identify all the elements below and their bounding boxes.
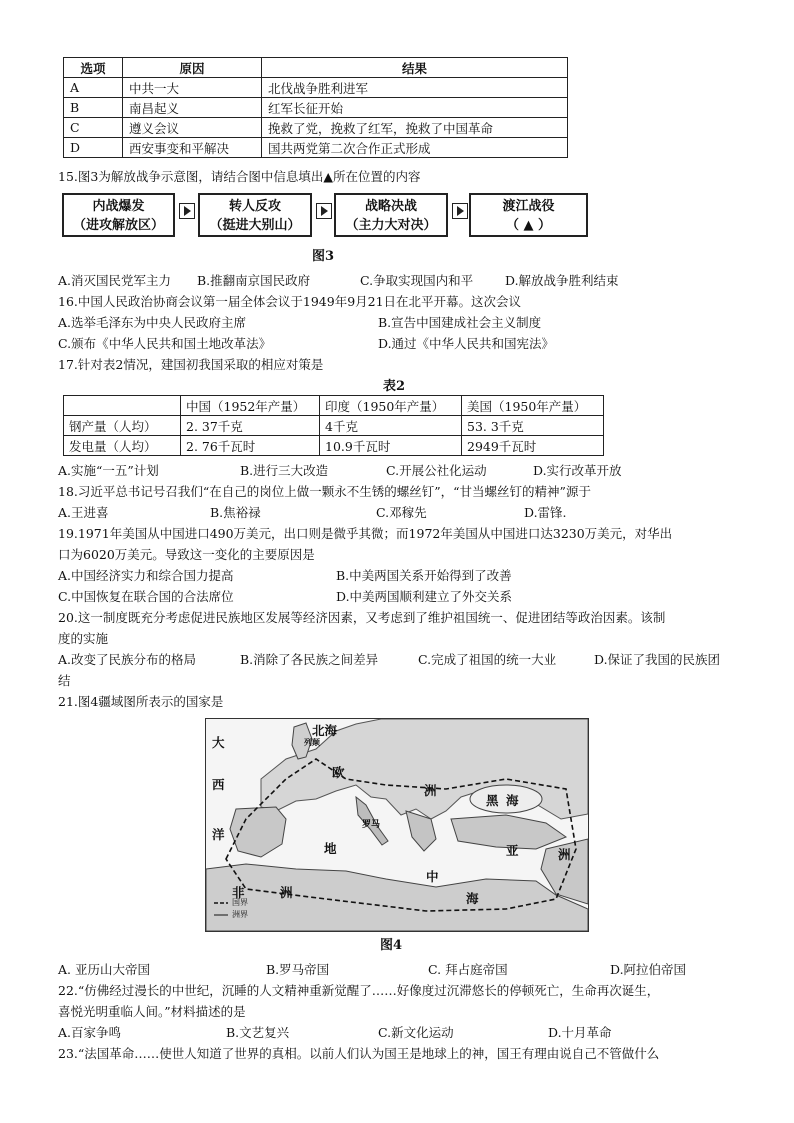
map-label-north-sea: 北海	[312, 723, 338, 738]
table-header: 原因	[123, 58, 262, 78]
flow-box-3	[334, 193, 448, 237]
flow-box-sub: （进攻解放区）	[72, 218, 164, 233]
map-graphic	[206, 719, 588, 931]
q20-option-b: B.消除了各民族之间差异	[240, 652, 379, 667]
q17-option-b: B.进行三大改造	[240, 463, 329, 478]
question-21-stem: 21.图4疆域图所表示的国家是	[58, 694, 224, 709]
q15-option-c: C.争取实现国内和平	[360, 273, 474, 288]
q21-option-b: B.罗马帝国	[266, 962, 330, 977]
q15-option-b: B.推翻南京国民政府	[197, 273, 311, 288]
question-20-stem-line1: 20.这一制度既充分考虑促进民族地区发展等经济因素，又考虑到了维护祖国统一、促进团结等政治因素。该制	[58, 610, 666, 625]
q18-option-c: C.邓稼先	[376, 505, 427, 520]
question-19-stem-line1: 19.1971年美国从中国进口490万美元，出口则是微乎其微；而1972年美国从中国进口达3230万美元，对华出	[58, 526, 673, 541]
table-header-row	[64, 58, 568, 78]
q22-option-d: D.十月革命	[548, 1025, 612, 1040]
table-header: 印度（1950年产量）	[320, 396, 462, 416]
map-label-da: 大	[212, 735, 225, 750]
table-row	[64, 436, 604, 456]
table-header: 中国（1952年产量）	[181, 396, 320, 416]
question-17-stem: 17.针对表2情况，建国初我国采取的相应对策是	[58, 357, 324, 372]
table-cell: 53. 3千克	[462, 416, 604, 436]
q16-option-c: C.颁布《中华人民共和国土地改革法》	[58, 336, 272, 351]
table-cell: 西安事变和平解决	[123, 138, 262, 158]
table-cell: 北伐战争胜利进军	[262, 78, 568, 98]
map-label-zhou: 洲	[424, 783, 437, 798]
q17-option-a: A.实施“一五”计划	[58, 463, 159, 478]
table-header	[64, 396, 181, 416]
q20-option-c: C.完成了祖国的统一大业	[418, 652, 557, 667]
q21-option-d: D.阿拉伯帝国	[610, 962, 687, 977]
q19-option-a: A.中国经济实力和综合国力提高	[58, 568, 234, 583]
q17-option-c: C.开展公社化运动	[386, 463, 487, 478]
table-cell: 钢产量（人均）	[64, 416, 181, 436]
legend-continent-border: 洲界	[232, 910, 248, 919]
map-label-ya: 亚	[506, 843, 519, 858]
question-22-stem-line2: 喜悦光明重临人间。”材料描述的是	[58, 1004, 246, 1019]
figure-3-label: 图3	[312, 249, 335, 264]
map-label-britain: 列颠	[304, 737, 320, 747]
flow-box-2	[198, 193, 312, 237]
q21-option-a: A. 亚历山大帝国	[58, 962, 150, 977]
q17-option-d: D.实行改革开放	[533, 463, 622, 478]
flow-box-1	[62, 193, 175, 237]
table-cell: 国共两党第二次合作正式形成	[262, 138, 568, 158]
legend-border: 国界	[232, 898, 248, 907]
map-label-ou: 欧	[332, 765, 345, 780]
flow-box-title: 转人反攻	[228, 199, 281, 214]
flow-box-sub: （挺进大别山）	[209, 218, 301, 233]
question-16-stem: 16.中国人民政治协商会议第一届全体会议于1949年9月21日在北平开幕。这次会议	[58, 294, 522, 309]
table-row	[64, 98, 568, 118]
table-cell: 发电量（人均）	[64, 436, 181, 456]
q20-option-d-wrap: 结	[58, 673, 71, 688]
table-row	[64, 78, 568, 98]
arrow-right-icon	[316, 203, 332, 219]
q19-option-c: C.中国恢复在联合国的合法席位	[58, 589, 234, 604]
q18-option-a: A.王进喜	[58, 505, 109, 520]
table-cell: 2. 76千瓦时	[181, 436, 320, 456]
table-cell: 南昌起义	[123, 98, 262, 118]
arrow-right-icon	[452, 203, 468, 219]
table-header: 美国（1950年产量）	[462, 396, 604, 416]
roman-empire-map	[205, 718, 589, 932]
q21-option-c: C. 拜占庭帝国	[428, 962, 508, 977]
map-label-hai-1: 海	[506, 793, 519, 808]
map-label-zhong: 中	[426, 869, 439, 884]
map-label-hei: 黑	[486, 793, 499, 808]
map-label-hai-2: 海	[466, 891, 479, 906]
table-header-row	[64, 396, 604, 416]
table-cell: D	[64, 138, 123, 158]
table-cell: 遵义会议	[123, 118, 262, 138]
table-cell: B	[64, 98, 123, 118]
q15-option-a: A.消灭国民党军主力	[58, 273, 172, 288]
table-header: 选项	[64, 58, 123, 78]
table-cell: 2. 37千克	[181, 416, 320, 436]
production-table	[63, 395, 604, 456]
map-label-zhou-2: 洲	[558, 847, 571, 862]
map-label-fei: 非	[232, 885, 245, 900]
q16-option-d: D.通过《中华人民共和国宪法》	[378, 336, 555, 351]
figure-4-label: 图4	[380, 938, 403, 953]
q19-option-b: B.中美两国关系开始得到了改善	[336, 568, 512, 583]
table-cell: 4千克	[320, 416, 462, 436]
table-row	[64, 118, 568, 138]
table-cell: C	[64, 118, 123, 138]
q19-option-d: D.中美两国顺利建立了外交关系	[336, 589, 513, 604]
table-cell: 挽救了党，挽救了红军，挽救了中国革命	[262, 118, 568, 138]
q16-option-a: A.选举毛泽东为中央人民政府主席	[58, 315, 247, 330]
question-23-stem: 23.“法国革命……使世人知道了世界的真相。以前人们认为国王是地球上的神，国王有理由说自己不管做什么	[58, 1046, 660, 1061]
q20-option-a: A.改变了民族分布的格局	[58, 652, 197, 667]
flow-box-sub: （主力大对决）	[345, 218, 437, 233]
map-label-zhou-3: 洲	[280, 885, 293, 900]
flow-box-title: 内战爆发	[92, 199, 145, 214]
table-cell: 2949千瓦时	[462, 436, 604, 456]
flow-box-4	[469, 193, 588, 237]
question-18-stem: 18.习近平总书记号召我们“在自己的岗位上做一颗永不生锈的螺丝钉”，“甘当螺丝钉的精神”源于	[58, 484, 591, 499]
flow-box-title: 战略决战	[364, 199, 417, 214]
table-cell: A	[64, 78, 123, 98]
q22-option-b: B.文艺复兴	[226, 1025, 290, 1040]
question-15-stem: 15.图3为解放战争示意图，请结合图中信息填出▲所在位置的内容	[58, 169, 421, 184]
question-22-stem-line1: 22.“仿佛经过漫长的中世纪，沉睡的人文精神重新觉醒了……好像度过沉滞悠长的停顿死亡，生命再次诞生，	[58, 983, 660, 998]
map-label-yang: 洋	[212, 827, 225, 842]
q22-option-c: C.新文化运动	[378, 1025, 454, 1040]
map-label-rome: 罗马	[362, 820, 381, 830]
table-header: 结果	[262, 58, 568, 78]
table-cell: 10.9千瓦时	[320, 436, 462, 456]
flow-box-sub: （ ▲ ）	[505, 218, 552, 233]
map-label-di: 地	[324, 841, 337, 856]
flow-box-title: 渡江战役	[502, 199, 555, 214]
table-cell: 中共一大	[123, 78, 262, 98]
table-row	[64, 138, 568, 158]
table-2-title: 表2	[383, 379, 406, 394]
arrow-right-icon	[179, 203, 195, 219]
table-row	[64, 416, 604, 436]
table-cell: 红军长征开始	[262, 98, 568, 118]
question-20-stem-line2: 度的实施	[58, 631, 109, 646]
q15-option-d: D.解放战争胜利结束	[505, 273, 619, 288]
q16-option-b: B.宣告中国建成社会主义制度	[378, 315, 542, 330]
q18-option-b: B.焦裕禄	[210, 505, 261, 520]
q22-option-a: A.百家争鸣	[58, 1025, 122, 1040]
q20-option-d: D.保证了我国的民族团	[594, 652, 721, 667]
map-label-xi: 西	[212, 777, 225, 792]
q18-option-d: D.雷锋.	[524, 505, 567, 520]
cause-result-table	[63, 57, 568, 158]
question-19-stem-line2: 口为6020万美元。导致这一变化的主要原因是	[58, 547, 315, 562]
